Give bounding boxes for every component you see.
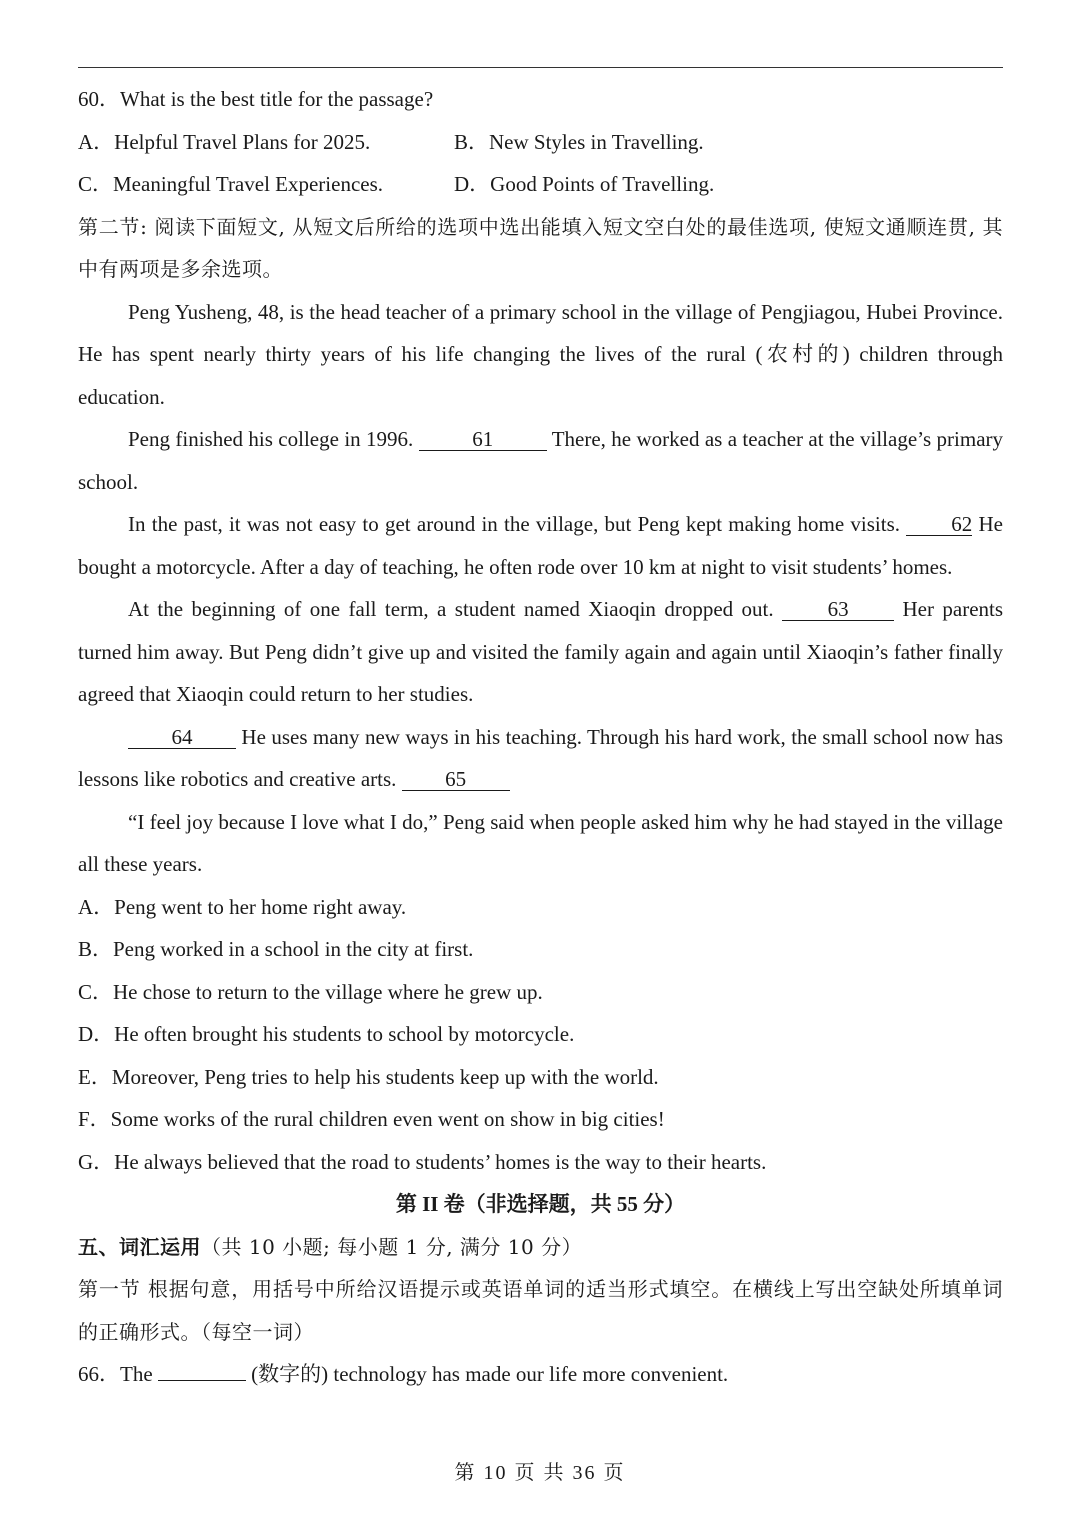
- part-2-title: 第 II 卷（非选择题，共 55 分）: [395, 1192, 686, 1216]
- section-5-scoring: （共 10 小题; 每小题 1 分, 满分 10 分）: [201, 1234, 583, 1259]
- header-rule: [78, 67, 1003, 68]
- p4-text-before: At the beginning of one fall term, a student named Xiaoqin dropped out.: [128, 597, 774, 621]
- q60-option-b: B．New Styles in Travelling.: [454, 129, 704, 154]
- q60-option-a: A．Helpful Travel Plans for 2025.: [78, 129, 371, 154]
- choice-c: C．He chose to return to the village where he grew up.: [78, 979, 543, 1004]
- q60-options-row-2: [78, 163, 1003, 206]
- blank-65[interactable]: 65: [402, 768, 510, 791]
- passage-paragraph-2: [78, 418, 1003, 503]
- exam-page: [78, 78, 1003, 1396]
- choice-b: B．Peng worked in a school in the city at first.: [78, 937, 474, 961]
- section-2-instruction: 第二节: 阅读下面短文, 从短文后所给的选项中选出能填入短文空白处的最佳选项, 使短文通顺连贯, 其中有两项是多余选项。: [78, 214, 1003, 281]
- p2-text-before: Peng finished his college in 1996.: [128, 427, 414, 451]
- choice-a: A．Peng went to her home right away.: [78, 894, 407, 919]
- blank-63[interactable]: 63: [782, 598, 894, 621]
- choice-e: E．Moreover, Peng tries to help his students keep up with the world.: [78, 1064, 659, 1089]
- choice-d: D．He often brought his students to school by motorcycle.: [78, 1022, 575, 1046]
- passage-paragraph-1: Peng Yusheng, 48, is the head teacher of a primary school in the village of Pengjiagou, Hubei Province. He has spent nearly thirty years of his life changing the lives of the rural (农村的) children through education.: [78, 299, 1003, 409]
- q60-option-d: D．Good Points of Travelling.: [454, 172, 715, 196]
- passage-paragraph-3: [78, 503, 1003, 588]
- q66-text-after: (数字的) technology has made our life more convenient.: [251, 1362, 729, 1386]
- blank-66[interactable]: [158, 1380, 246, 1381]
- q60-options-row-1: [78, 121, 1003, 164]
- p5-text: He uses many new ways in his teaching. Through his hard work, the small school now has lessons like robotics and creative arts.: [78, 724, 1004, 791]
- passage-paragraph-5: [78, 716, 1003, 801]
- passage-paragraph-4: [78, 588, 1003, 716]
- section-5-label: 五、词汇运用: [78, 1234, 201, 1259]
- page-number: 第 10 页 共 36 页: [454, 1462, 626, 1484]
- passage-paragraph-6: “I feel joy because I love what I do,” Peng said when people asked him why he had stayed in the village all these years.: [78, 809, 1003, 876]
- blank-61[interactable]: 61: [419, 428, 547, 451]
- question-60: 60．What is the best title for the passage?: [78, 87, 434, 111]
- blank-64[interactable]: 64: [128, 726, 236, 749]
- subsection-1-instruction: 第一节 根据句意，用括号中所给汉语提示或英语单词的适当形式填空。在横线上写出空缺处所填单词的正确形式。（每空一词）: [78, 1277, 1003, 1344]
- p2-text-after: There, he worked as a teacher at the village’s primary school.: [78, 427, 1004, 494]
- question-66: [78, 1353, 1003, 1396]
- q66-text-before: 66．The: [78, 1362, 153, 1386]
- section-5-heading: [78, 1226, 1003, 1269]
- q60-option-c: C．Meaningful Travel Experiences.: [78, 172, 384, 196]
- p3-text-after: He bought a motorcycle. After a day of teaching, he often rode over 10 km at night to visit students’ homes.: [78, 512, 1004, 579]
- blank-62[interactable]: 62: [906, 513, 972, 536]
- choice-f: F．Some works of the rural children even went on show in big cities!: [78, 1107, 665, 1131]
- p4-text-after: Her parents turned him away. But Peng didn’t give up and visited the family again and again until Xiaoqin’s father finally agreed that Xiaoqin could return to her studies.: [78, 597, 1004, 706]
- choice-g: G．He always believed that the road to students’ homes is the way to their hearts.: [78, 1149, 767, 1174]
- p3-text-before: In the past, it was not easy to get around in the village, but Peng kept making home visits.: [128, 512, 901, 536]
